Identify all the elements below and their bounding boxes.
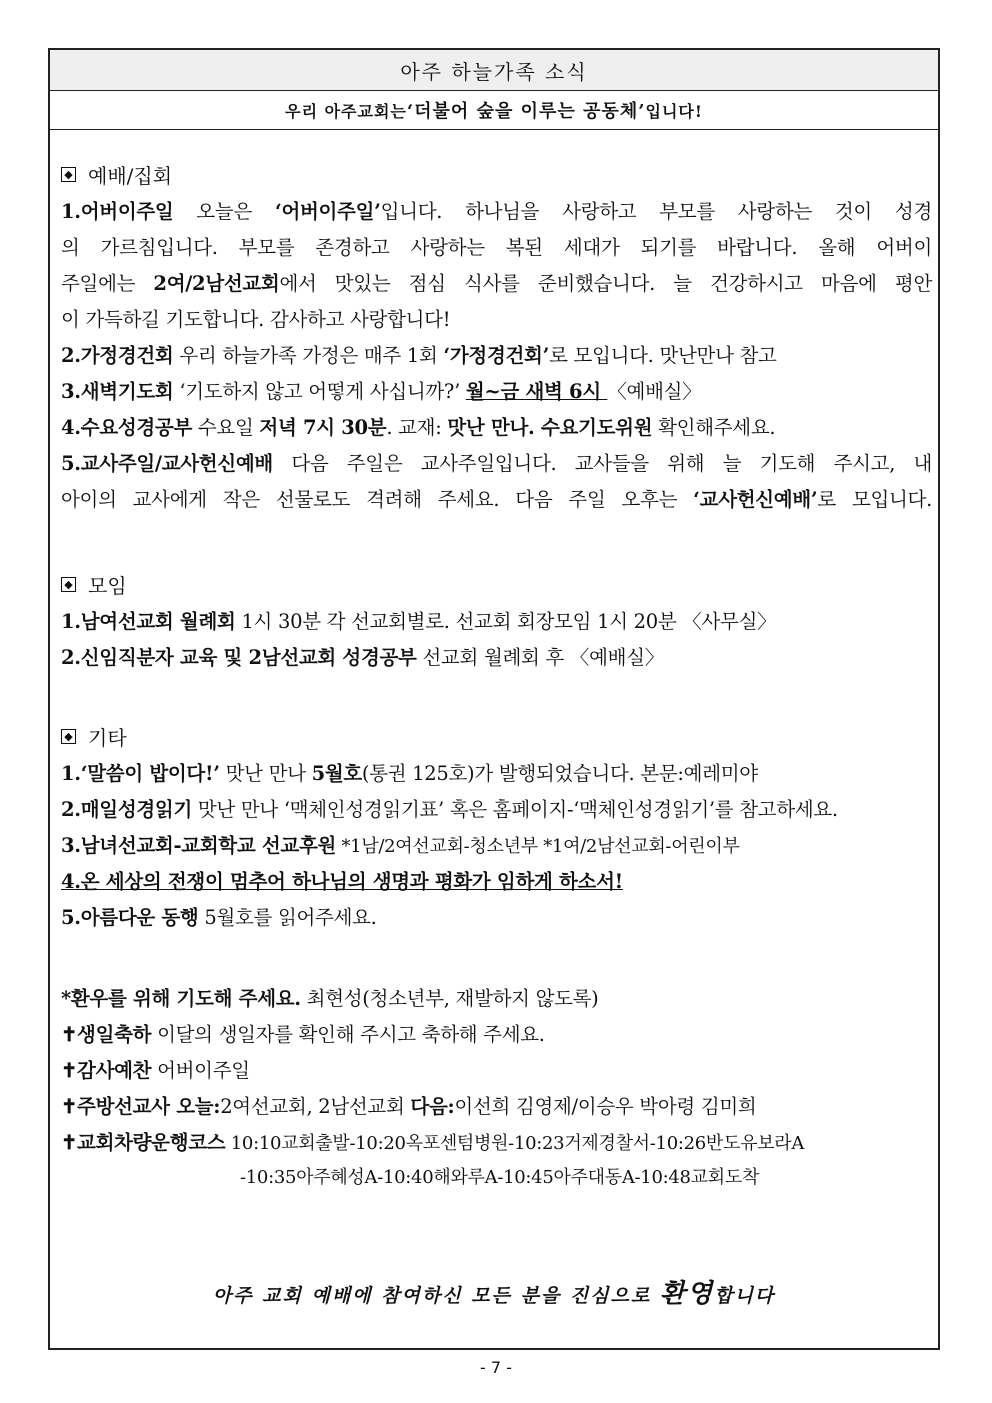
section-heading-meeting: ◆ 모임 xyxy=(61,570,127,599)
worship-item-5-line-2: 아이의 교사에게 작은 선물로도 격려해 주세요. 다음 주일 오후는 ‘교사헌신예배’로 모입니다. xyxy=(61,488,932,511)
section-heading-etc: ◆ 기타 xyxy=(61,722,127,751)
page-title: 아주 하늘가족 소식 xyxy=(50,50,938,91)
meeting-item-1: 1.남여선교회 월례회 1시 30분 각 선교회별로. 선교회 회장모임 1시 20분 〈사무실〉 xyxy=(61,610,777,633)
meeting-item-2: 2.신임직분자 교육 및 2남선교회 성경공부 선교회 월례회 후 〈예배실〉 xyxy=(61,646,664,669)
bulletin-frame xyxy=(48,48,940,1350)
worship-item-1-line-4: 이 가득하길 기도합니다. 감사하고 사랑합니다! xyxy=(61,308,451,331)
section-heading-worship: ◆ 예배/집회 xyxy=(61,160,172,189)
etc-item-1: 1.‘말씀이 밥이다!’ 맛난 만나 5월호(통권 125호)가 발행되었습니다. 본문:예레미야 xyxy=(61,762,758,785)
etc-item-4: 4.온 세상의 전쟁이 멈추어 하나님의 생명과 평화가 임하게 하소서! xyxy=(61,870,623,893)
etc-item-2: 2.매일성경읽기 맛난 만나 ‘맥체인성경읽기표’ 혹은 홈페이지-‘맥체인성경읽기’를 참고하세요. xyxy=(61,798,838,821)
worship-item-5-line-1: 5.교사주일/교사헌신예배 다음 주일은 교사주일입니다. 교사들을 위해 늘 기도해 주시고, 내 xyxy=(61,452,932,475)
subtitle: 우리 아주교회는 ‘더불어 숲을 이루는 공동체’ 입니다! xyxy=(50,91,938,130)
worship-item-1-line-3: 주일에는 2여/2남선교회에서 맛있는 점심 식사를 준비했습니다. 늘 건강하시고 마음에 평안 xyxy=(61,272,932,295)
worship-item-1-line-1: 1.어버이주일 오늘은 ‘어버이주일’입니다. 하나님을 사랑하고 부모를 사랑하는 것이 성경 xyxy=(61,200,932,223)
worship-item-1-line-2: 의 가르침입니다. 부모를 존경하고 사랑하는 복된 세대가 되기를 바랍니다. 올해 어버이 xyxy=(61,236,932,259)
bus-route-line-1: ✝교회차량운행코스 10:10교회출발-10:20옥포센텀병원-10:23거제경찰서-10:26반도유보라A xyxy=(61,1131,805,1154)
page-number: - 7 - xyxy=(480,1358,512,1377)
prayer-request: *환우를 위해 기도해 주세요. 최현성(청소년부, 재발하지 않도록) xyxy=(61,987,599,1010)
birthday-note: ✝생일축하 이달의 생일자를 확인해 주시고 축하해 주세요. xyxy=(61,1023,545,1046)
worship-item-2: 2.가정경건회 우리 하늘가족 가정은 매주 1회 ‘가정경건회’로 모입니다. 맛난만나 참고 xyxy=(61,344,777,367)
welcome-footer: 아주 교회 예배에 참여하신 모든 분을 진심으로 환영합니다 xyxy=(212,1279,776,1309)
worship-item-3: 3.새벽기도회 ‘기도하지 않고 어떻게 사십니까?’ 월~금 새벽 6시 〈예배실〉 xyxy=(61,380,702,403)
thanks-note: ✝감사예찬 어버이주일 xyxy=(61,1059,250,1082)
diamond-box-icon: ◆ xyxy=(61,577,76,592)
etc-item-5: 5.아름다운 동행 5월호를 읽어주세요. xyxy=(61,906,377,929)
bus-route-line-2: -10:35아주혜성A-10:40해와루A-10:45아주대동A-10:48교회도착 xyxy=(240,1167,760,1188)
diamond-box-icon: ◆ xyxy=(61,167,76,182)
kitchen-note: ✝주방선교사 오늘:2여선교회, 2남선교회 다음:이선희 김영제/이승우 박아령 김미희 xyxy=(61,1095,757,1118)
worship-item-4: 4.수요성경공부 수요일 저녁 7시 30분. 교재: 맛난 만나. 수요기도위원 확인해주세요. xyxy=(61,416,776,439)
diamond-box-icon: ◆ xyxy=(61,729,76,744)
etc-item-3: 3.남녀선교회-교회학교 선교후원 *1남/2여선교회-청소년부 *1여/2남선교회-어린이부 xyxy=(61,834,740,857)
